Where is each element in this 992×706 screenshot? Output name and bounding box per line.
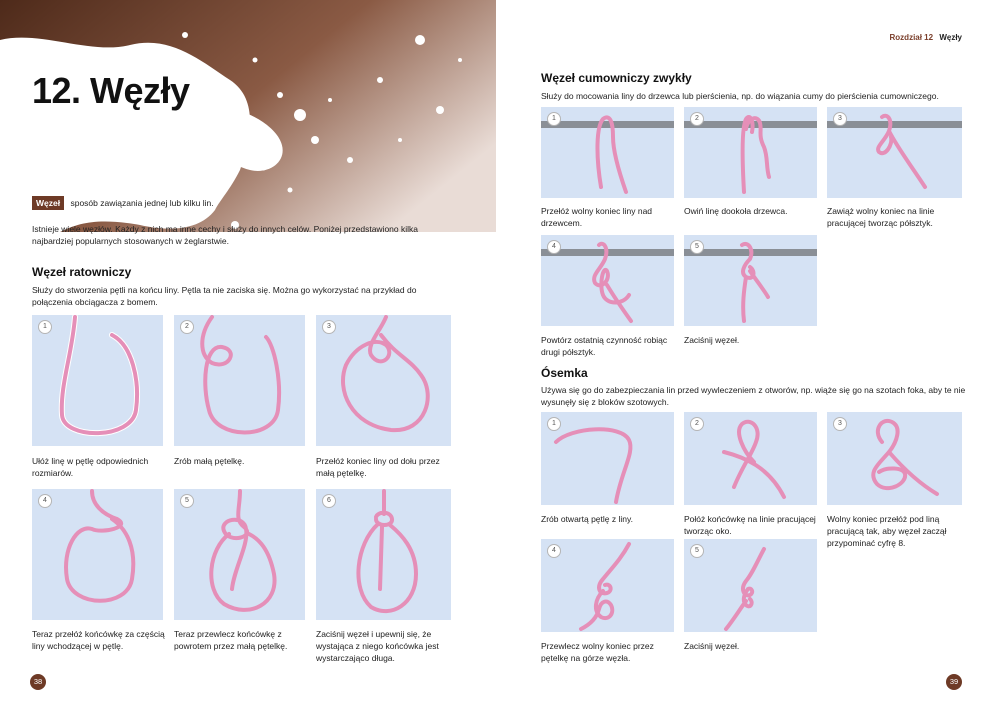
- step-illustration: [541, 412, 674, 505]
- step-number: 6: [322, 494, 336, 508]
- running-header: [890, 33, 962, 42]
- step-illustration: [684, 412, 817, 505]
- chapter-title: 12. Węzły: [32, 70, 190, 111]
- definition-tag: Węzeł: [32, 196, 64, 210]
- step-caption: Zaciśnij węzeł.: [684, 641, 740, 651]
- step-number: 5: [690, 240, 704, 254]
- step-illustration: [541, 107, 674, 198]
- intro-text: Istnieje wiele węzłów. Każdy z nich ma inne cechy i służy do innych celów. Poniżej przedstawiono kilka najbardziej popularnych stosowanych w żeglarstwie.: [32, 224, 418, 246]
- step-number: 4: [38, 494, 52, 508]
- step-caption: Zrób otwartą pętlę z liny.: [541, 514, 633, 524]
- step-caption: Teraz przewlecz końcówkę z powrotem przez małą pętelkę.: [174, 629, 288, 651]
- right-page: [496, 0, 992, 706]
- step-illustration: [541, 539, 674, 632]
- step-illustration: [32, 315, 163, 446]
- step-number: 1: [38, 320, 52, 334]
- step-caption: Wolny koniec przełóż pod liną pracującą tak, aby węzeł zaczął przypominać cyfrę 8.: [827, 514, 947, 548]
- page-number-left: 38: [30, 674, 46, 690]
- step-number: 3: [322, 320, 336, 334]
- section-desc-ratowniczy: Służy do stworzenia pętli na końcu liny. Pętla ta nie zaciska się. Można go wykorzystać na przykład do połączenia obciągacza z bomem.: [32, 285, 417, 307]
- step-number: 2: [180, 320, 194, 334]
- step-illustration: [174, 315, 305, 446]
- step-number: 3: [833, 112, 847, 126]
- step-number: 2: [690, 417, 704, 431]
- step-number: 3: [833, 417, 847, 431]
- header-chapter: Rozdział 12: [889, 33, 934, 42]
- step-number: 2: [690, 112, 704, 126]
- step-number: 4: [547, 240, 561, 254]
- definition-text: sposób zawiązania jednej lub kilku lin.: [70, 198, 214, 208]
- step-caption: Zawiąż wolny koniec na linie pracującej tworząc półsztyk.: [827, 206, 935, 228]
- step-illustration: [827, 107, 962, 198]
- step-number: 5: [180, 494, 194, 508]
- section-desc-osemka: Używa się go do zabezpieczania lin przed wywleczeniem z otworów, np. wiąże się go na szotach foka, aby te nie wysunęły się z bloków szotowych.: [541, 385, 966, 407]
- step-illustration: [174, 489, 305, 620]
- step-illustration: [684, 235, 817, 326]
- step-illustration: [541, 235, 674, 326]
- step-caption: Zrób małą pętelkę.: [174, 456, 245, 466]
- step-caption: Owiń linę dookoła drzewca.: [684, 206, 788, 216]
- section-desc-cumowniczy: Służy do mocowania liny do drzewca lub pierścienia, np. do wiązania cumy do pierścienia cumowniczego.: [541, 91, 939, 101]
- step-caption: Połóż końcówkę na linie pracującej tworząc oko.: [684, 514, 816, 536]
- step-number: 1: [547, 417, 561, 431]
- step-caption: Ułóż linę w pętlę odpowiednich rozmiarów.: [32, 456, 149, 478]
- step-number: 1: [547, 112, 561, 126]
- section-title-osemka: Ósemka: [541, 366, 588, 380]
- step-caption: Przełóż wolny koniec liny nad drzewcem.: [541, 206, 653, 228]
- step-caption: Powtórz ostatnią czynność robiąc drugi półsztyk.: [541, 335, 668, 357]
- step-caption: Teraz przełóż końcówkę za częścią liny wchodzącej w pętlę.: [32, 629, 165, 651]
- step-caption: Zaciśnij węzeł.: [684, 335, 740, 345]
- step-number: 5: [690, 544, 704, 558]
- header-section: Węzły: [939, 33, 962, 42]
- page-number-right: 39: [946, 674, 962, 690]
- step-caption: Przewlecz wolny koniec przez pętelkę na górze węzła.: [541, 641, 654, 663]
- step-illustration: [316, 489, 451, 620]
- step-number: 4: [547, 544, 561, 558]
- step-illustration: [684, 539, 817, 632]
- step-caption: Przełóż koniec liny od dołu przez małą pętelkę.: [316, 456, 440, 478]
- step-illustration: [827, 412, 962, 505]
- section-title-cumowniczy: Węzeł cumowniczy zwykły: [541, 71, 692, 85]
- step-illustration: [316, 315, 451, 446]
- definition: [32, 198, 214, 208]
- step-illustration: [32, 489, 163, 620]
- section-title-ratowniczy: Węzeł ratowniczy: [32, 265, 132, 279]
- step-caption: Zaciśnij węzeł i upewnij się, że wystająca z niego końcówka jest wystarczająco długa.: [316, 629, 439, 663]
- step-illustration: [684, 107, 817, 198]
